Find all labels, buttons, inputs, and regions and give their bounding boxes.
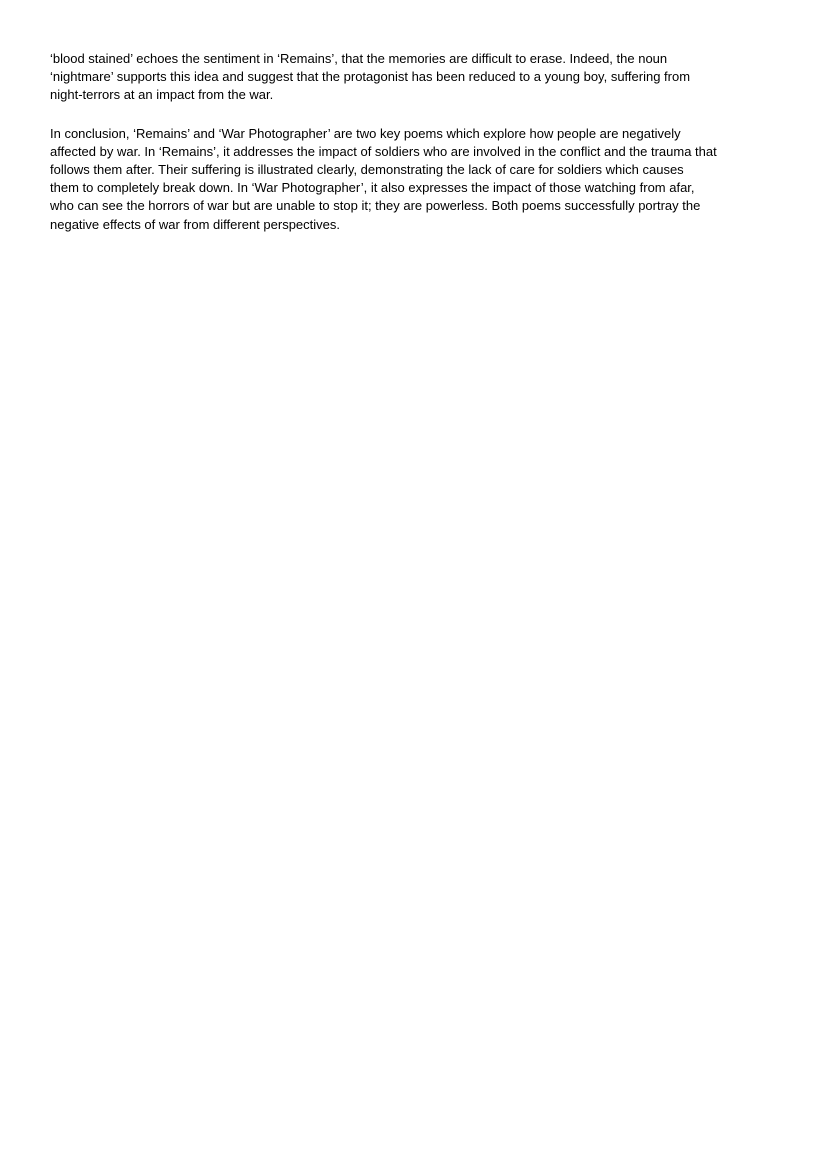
text-line: them to completely break down. In ‘War Photographer’, it also expresses the impact of those watching from afar, <box>50 180 695 196</box>
text-line: negative effects of war from different perspectives. <box>50 216 340 232</box>
paragraph-conclusion <box>50 125 785 234</box>
text-line: ‘blood stained’ echoes the sentiment in ‘Remains’, that the memories are difficult to erase. Indeed, the noun <box>50 51 668 66</box>
text-line: affected by war. In ‘Remains’, it addresses the impact of soldiers who are involved in the conflict and the trauma that <box>50 143 717 159</box>
paragraph-spacer <box>50 105 785 125</box>
text-line: ‘nightmare’ supports this idea and suggest that the protagonist has been reduced to a young boy, suffering from <box>50 69 691 85</box>
text-line: night-terrors at an impact from the war. <box>50 87 274 103</box>
document-body <box>50 50 785 234</box>
text-line: who can see the horrors of war but are unable to stop it; they are powerless. Both poems successfully portray the <box>50 198 701 214</box>
text-line: follows them after. Their suffering is illustrated clearly, demonstrating the lack of care for soldiers which causes <box>50 162 684 178</box>
text-line: In conclusion, ‘Remains’ and ‘War Photographer’ are two key poems which explore how people are negatively <box>50 125 681 141</box>
paragraph-blood-stained <box>50 50 785 105</box>
